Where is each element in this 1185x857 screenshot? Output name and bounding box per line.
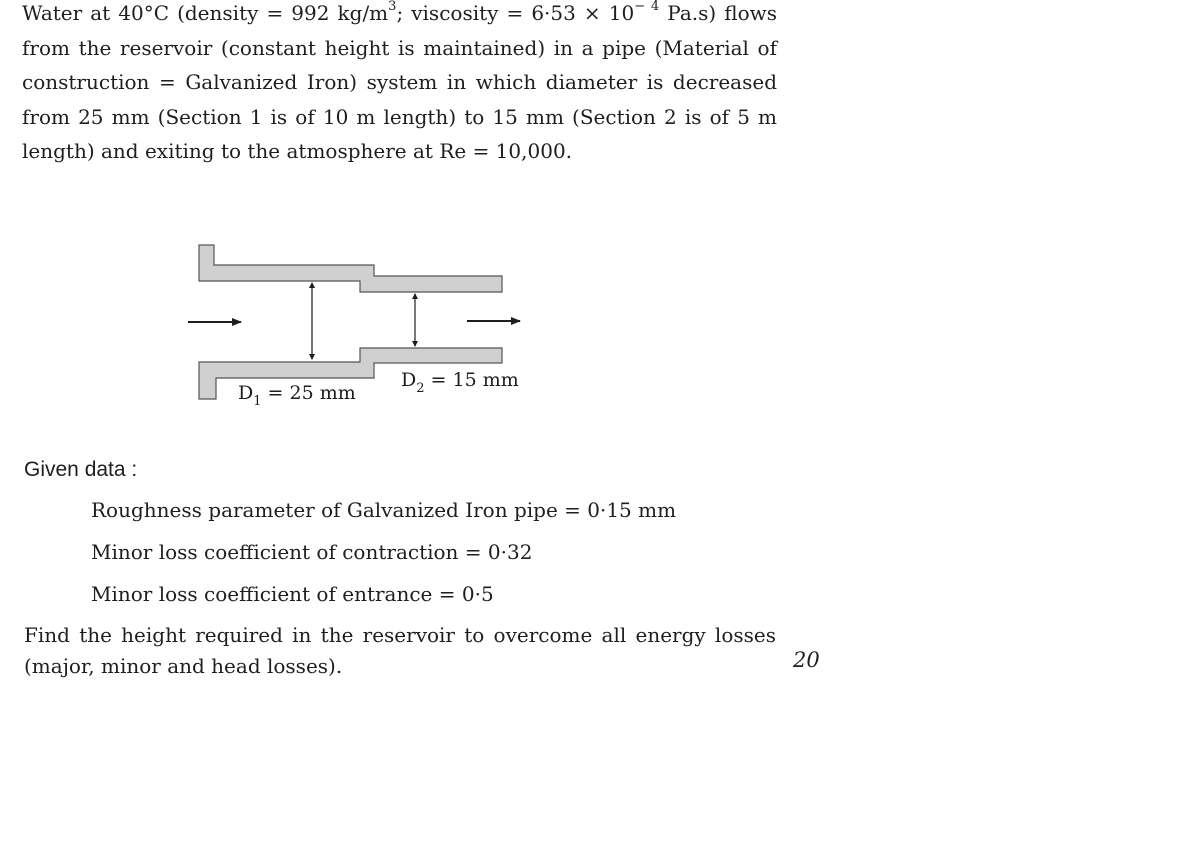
- d2-label: $D_2 = 15$ mm: [401, 369, 519, 396]
- given-data-heading: Given data :: [24, 458, 138, 481]
- marks: 20: [793, 648, 820, 672]
- density-exponent: 3: [388, 0, 397, 15]
- pipe-top-wall: [199, 245, 502, 292]
- given-entrance-coefficient: Minor loss coefficient of entrance = 0·5: [91, 582, 494, 606]
- d1-label: $D_1 = 25$ mm: [238, 382, 356, 409]
- problem-rest: Pa.s) flows from the reservoir (constant height is maintained) in a pipe (Material of construction = Galvanized Iron) system in which diameter is decreased from 25 mm (Section 1 is of 10 m length) to 15 mm (Section 2 is of 5 m length) and exiting to the atmosphere at Re = 10,000.: [22, 1, 778, 163]
- problem-intro: Water at 40°C (density = 992 kg/m: [22, 1, 389, 25]
- given-roughness: Roughness parameter of Galvanized Iron pipe = 0·15 mm: [91, 498, 677, 522]
- viscosity-exponent: − 4: [634, 0, 660, 15]
- question-text: Find the height required in the reservoir to overcome all energy losses (major, minor and head losses).: [24, 623, 776, 678]
- given-contraction-coefficient: Minor loss coefficient of contraction = 0·32: [91, 540, 533, 564]
- problem-viscosity: ; viscosity = 6·53 × 10: [396, 1, 635, 25]
